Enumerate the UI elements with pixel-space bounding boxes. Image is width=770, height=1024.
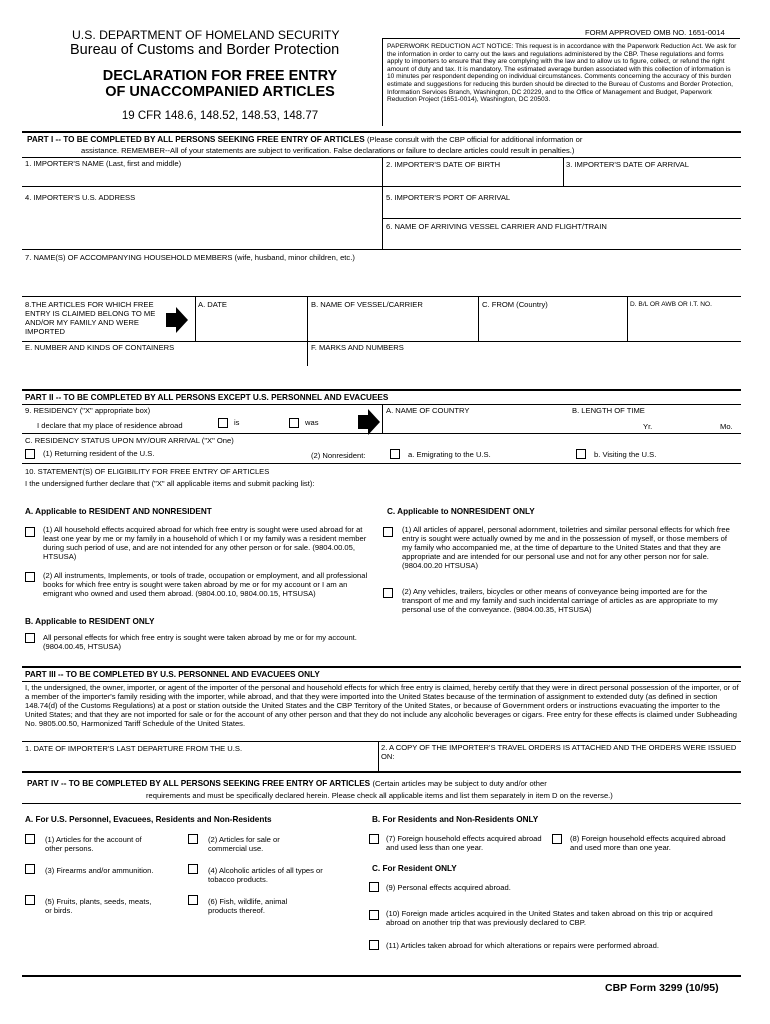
form-title-line2: OF UNACCOMPANIED ARTICLES (105, 84, 335, 100)
item6-checkbox[interactable] (188, 895, 198, 905)
item1-label: (1) Articles for the account of other persons. (45, 835, 142, 853)
vessel-carrier-label: 6. NAME OF ARRIVING VESSEL CARRIER AND FLIGHT/TRAIN (386, 222, 607, 231)
part4-a-heading: A. For U.S. Personnel, Evacuees, Residents and Non-Residents (25, 815, 272, 824)
eligibility-sub-label: I the undersigned further declare that ("X" all applicable items and submit packing list): (25, 479, 315, 488)
resident-nonresident-heading: A. Applicable to RESIDENT AND NONRESIDENT (25, 507, 212, 516)
omb-number: FORM APPROVED OMB NO. 1651-0014 (585, 28, 725, 37)
vessel-name-label: B. NAME OF VESSEL/CARRIER (311, 300, 423, 309)
item10-label: (10) Foreign made articles acquired in the United States and taken abroad on this trip or acquired abroad on another trip that was previously declared to CBP. (386, 909, 713, 927)
dob-label: 2. IMPORTER'S DATE OF BIRTH (386, 160, 501, 169)
apparel-checkbox[interactable] (383, 527, 393, 537)
item9-label: (9) Personal effects acquired abroad. (386, 883, 511, 892)
form-title-line1: DECLARATION FOR FREE ENTRY (102, 68, 338, 84)
residence-was-label: was (305, 418, 319, 427)
paperwork-notice: PAPERWORK REDUCTION ACT NOTICE: This request is in accordance with the Paperwork Reduction Act. We ask for the information in order to carry out the laws and regulations administered by the CBP. These regulations and forms apply to importers to ensure that they are complying with the law and to allow us to figure, collect, or refund the right amount of duty and tax. It is mandatory. The estimated average burden associated with this collection of information is 10 minutes per respondent depending on individual circumstances. Comments concerning the accuracy of this burden estimate and suggestions for reducing this burden should be directed to the Bureau of Customs and Border Protection, Information Services Branch, Washington, DC 20229, and to the Office of Management and Budget, Paperwork Reduction Project (1651-0014), Washington, DC 20503. (387, 43, 737, 104)
last-departure-label: 1. DATE OF IMPORTER'S LAST DEPARTURE FROM THE U.S. (25, 744, 243, 753)
visiting-label: b. Visiting the U.S. (594, 450, 657, 459)
cfr-reference: 19 CFR 148.6, 148.52, 148.53, 148.77 (121, 110, 319, 122)
residence-is-checkbox[interactable] (218, 418, 228, 428)
item9-checkbox[interactable] (369, 882, 379, 892)
arrow-right-icon (358, 409, 380, 435)
travel-orders-label: 2. A COPY OF THE IMPORTER'S TRAVEL ORDERS IS ATTACHED AND THE ORDERS WERE ISSUED ON: (381, 743, 737, 761)
item6-label: (6) Fish, wildlife, animal products thereof. (208, 897, 288, 915)
item5-label: (5) Fruits, plants, seeds, meats, or birds. (45, 897, 152, 915)
tools-of-trade-text: (2) All instruments, Implements, or tools of trade, occupation or employment, and all professional books for which free entry is sought were taken abroad by me or for my account or I am an emigrant who owned and used them abroad. (9804.00.10, 9804.00.15, HTSUSA) (43, 571, 368, 598)
nonresident-label: (2) Nonresident: (311, 451, 366, 460)
nonresident-only-heading: C. Applicable to NONRESIDENT ONLY (387, 507, 535, 516)
from-country-label: C. FROM (Country) (482, 300, 548, 309)
household-effects-text: (1) All household effects acquired abroad for which free entry is sought were used abroad for at least one year by me or my family in a household of which I or my family was a resident member during such period of use, and are not intended for any other person or for sale. (9804.00.05, HTSUSA) (43, 525, 367, 561)
item11-checkbox[interactable] (369, 940, 379, 950)
length-of-time-label: B. LENGTH OF TIME (572, 406, 645, 415)
residence-is-label: is (234, 418, 240, 427)
part3-certification-text: I, the undersigned, the owner, importer, or agent of the importer of the personal and household effects for which free entry is claimed, hereby certify that they were in direct personal possession of the importer, or of a member of the importer's family residing with the importer, while abroad, and that they were imported into the United States because of the termination of assignment to extended duty (as defined in section 148.74(d) of the Customs Regulations) at a post or station outside the United States and the CBP Territory of the United States, or because of Government orders or instructions evacuating the importer to the United States; and that they are not imported for sale or for the account of any other person and that they do not include any alcoholic beverages or cigars. Free entry for these effects is claimed under Subheading No. 9805.00.50, Harmonized Tariff Schedule of the United States. (25, 683, 739, 728)
visiting-checkbox[interactable] (576, 449, 586, 459)
part2-heading: PART II -- TO BE COMPLETED BY ALL PERSONS EXCEPT U.S. PERSONNEL AND EVACUEES (25, 393, 389, 402)
item10-checkbox[interactable] (369, 910, 379, 920)
part4-heading: PART IV -- TO BE COMPLETED BY ALL PERSONS SEEKING FREE ENTRY OF ARTICLES (Certain articles may be subject to duty and/or other (27, 779, 547, 788)
item3-checkbox[interactable] (25, 864, 35, 874)
us-address-label: 4. IMPORTER'S U.S. ADDRESS (25, 193, 136, 202)
personal-effects-resident-text: All personal effects for which free entry is sought were taken abroad by me or for my account. (9804.00.45, HTSUSA) (43, 633, 357, 651)
emigrating-label: a. Emigrating to the U.S. (408, 450, 491, 459)
articles-belong-label: 8.THE ARTICLES FOR WHICH FREE ENTRY IS CLAIMED BELONG TO ME AND/OR MY FAMILY AND WERE IMPORTED (25, 300, 156, 336)
import-date-label: A. DATE (198, 300, 227, 309)
residency-status-label: C. RESIDENCY STATUS UPON MY/OUR ARRIVAL ("X" One) (25, 436, 234, 445)
department-name: U.S. DEPARTMENT OF HOMELAND SECURITY (72, 28, 340, 42)
months-label: Mo. (720, 422, 733, 431)
item2-label: (2) Articles for sale or commercial use. (208, 835, 280, 853)
arrival-date-label: 3. IMPORTER'S DATE OF ARRIVAL (566, 160, 689, 169)
residence-was-checkbox[interactable] (289, 418, 299, 428)
vehicles-checkbox[interactable] (383, 588, 393, 598)
bureau-name: Bureau of Customs and Border Protection (70, 42, 340, 58)
marks-numbers-label: F. MARKS AND NUMBERS (311, 343, 404, 352)
item3-label: (3) Firearms and/or ammunition. (45, 866, 154, 875)
household-members-label: 7. NAME(S) OF ACCOMPANYING HOUSEHOLD MEMBERS (wife, husband, minor children, etc.) (25, 253, 355, 262)
part4-note: requirements and must be specifically declared herein. Please check all applicable items and list them separately in item D on the reverse.) (146, 791, 613, 800)
country-name-label: A. NAME OF COUNTRY (386, 406, 470, 415)
household-effects-checkbox[interactable] (25, 527, 35, 537)
port-of-arrival-label: 5. IMPORTER'S PORT OF ARRIVAL (386, 193, 511, 202)
item11-label: (11) Articles taken abroad for which alterations or repairs were performed abroad. (386, 941, 659, 950)
personal-effects-resident-checkbox[interactable] (25, 633, 35, 643)
item8-checkbox[interactable] (552, 834, 562, 844)
form-number: CBP Form 3299 (10/95) (605, 982, 719, 994)
item8-label: (8) Foreign household effects acquired abroad and used more than one year. (570, 834, 726, 852)
apparel-text: (1) All articles of apparel, personal adornment, toiletries and similar personal effects for which free entry is sought were actually owned by me and in the possession of myself, or those members of my family who accompanied me, at the time of departure to the United States and that they are appropriate and are intended for our personal use and not for any other person nor for sale. (9804.00.20 HTSUSA) (402, 525, 730, 570)
item7-checkbox[interactable] (369, 834, 379, 844)
eligibility-label: 10. STATEMENT(S) OF ELIGIBILITY FOR FREE ENTRY OF ARTICLES (25, 467, 270, 476)
item1-checkbox[interactable] (25, 834, 35, 844)
returning-resident-label: (1) Returning resident of the U.S. (43, 449, 155, 458)
tools-of-trade-checkbox[interactable] (25, 572, 35, 582)
containers-label: E. NUMBER AND KINDS OF CONTAINERS (25, 343, 175, 352)
part3-heading: PART III -- TO BE COMPLETED BY U.S. PERSONNEL AND EVACUEES ONLY (25, 670, 320, 679)
part1-heading: PART I -- TO BE COMPLETED BY ALL PERSONS SEEKING FREE ENTRY OF ARTICLES (Please consult with the CBP official for additional information or (27, 135, 583, 144)
resident-only-heading: B. Applicable to RESIDENT ONLY (25, 617, 155, 626)
part4-c-heading: C. For Resident ONLY (372, 864, 457, 873)
residency-label: 9. RESIDENCY ("X" appropriate box) (25, 406, 151, 415)
emigrating-checkbox[interactable] (390, 449, 400, 459)
item5-checkbox[interactable] (25, 895, 35, 905)
returning-resident-checkbox[interactable] (25, 449, 35, 459)
item7-label: (7) Foreign household effects acquired abroad and used less than one year. (386, 834, 542, 852)
declare-residence-text: I declare that my place of residence abroad (37, 421, 183, 430)
vehicles-text: (2) Any vehicles, trailers, bicycles or other means of conveyance being imported are for the transport of me and my family and such incidental carriage of articles as are appropriate to my personal use of the conveyance. (9804.00.35, HTSUSA) (402, 587, 718, 614)
part1-note: assistance. REMEMBER--All of your statements are subject to verification. False declarations or failure to declare articles could result in penalties.) (81, 146, 575, 155)
item2-checkbox[interactable] (188, 834, 198, 844)
item4-checkbox[interactable] (188, 864, 198, 874)
bill-of-lading-label: D. B/L OR AWB OR I.T. NO. (630, 301, 712, 308)
importer-name-label: 1. IMPORTER'S NAME (Last, first and middle) (25, 159, 182, 168)
part4-b-heading: B. For Residents and Non-Residents ONLY (372, 815, 539, 824)
item4-label: (4) Alcoholic articles of all types or tobacco products. (208, 866, 323, 884)
years-label: Yr. (643, 422, 653, 431)
arrow-right-icon (166, 307, 188, 333)
